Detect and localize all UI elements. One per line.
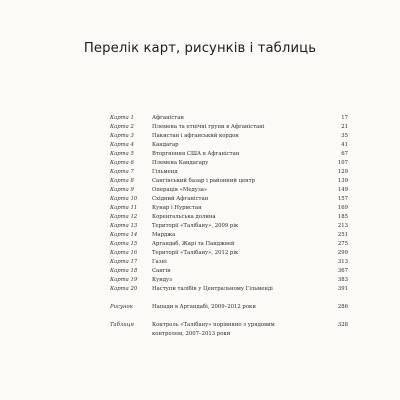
entry-title: Кундуз — [152, 277, 173, 283]
list-item — [110, 285, 348, 294]
page-number: 21 — [341, 124, 348, 130]
page-number: 286 — [337, 304, 348, 310]
entry-title: Пакистан і афганський кордон — [152, 133, 239, 139]
page-number: 213 — [337, 223, 348, 229]
page-number: 17 — [341, 115, 348, 121]
list-item — [110, 141, 348, 150]
page-number: 139 — [337, 178, 348, 184]
entry-title: Території «Талібану», 2009 рік — [152, 223, 239, 229]
entry-title: Марджа — [152, 232, 176, 238]
entry-title-line-1: Контроль «Талібану» порівняно з урядовим — [152, 322, 275, 328]
page-title: Перелік карт, рисунків і таблиць — [83, 41, 317, 56]
entry-label: Карта 14 — [110, 232, 138, 238]
page-number: 328 — [337, 322, 348, 328]
entry-title: Племена та етнічні групи в Афганістані — [152, 124, 265, 130]
entry-label: Карта 20 — [110, 286, 138, 292]
list-item — [110, 186, 348, 195]
page-number: 251 — [337, 232, 348, 238]
entry-label: Карта 13 — [110, 223, 138, 229]
entry-title: Газні — [152, 259, 167, 265]
figure-entry — [110, 303, 348, 312]
entry-label: Карта 16 — [110, 250, 138, 256]
page-number: 129 — [337, 169, 348, 175]
page-number: 299 — [337, 250, 348, 256]
entry-label: Карта 10 — [110, 196, 138, 202]
entry-title — [152, 321, 322, 339]
list-item — [110, 123, 348, 132]
page-number: 313 — [337, 259, 348, 265]
list-item — [110, 132, 348, 141]
entry-title: Вторгнення США в Афганістан — [152, 151, 240, 157]
entry-title: Території «Талібану», 2012 рік — [152, 250, 239, 256]
entry-title: Кунар і Нуристан — [152, 205, 202, 211]
list-item — [110, 231, 348, 240]
entry-label: Карта 4 — [110, 142, 134, 148]
entry-title: Гільменд — [152, 169, 178, 175]
entry-title: Коренгальська долина — [152, 214, 216, 220]
list-item — [110, 177, 348, 186]
page-number: 41 — [341, 142, 348, 148]
list-item — [110, 240, 348, 249]
entry-label: Карта 3 — [110, 133, 134, 139]
entry-label: Карта 9 — [110, 187, 134, 193]
entry-title: Афганістан — [152, 115, 184, 121]
page-number: 367 — [337, 268, 348, 274]
list-item — [110, 258, 348, 267]
entry-label: Карта 5 — [110, 151, 134, 157]
list-item — [110, 204, 348, 213]
entry-label: Карта 8 — [110, 178, 134, 184]
entry-label: Рисунок — [110, 304, 133, 310]
entry-title: Сангін — [152, 268, 171, 274]
page-number: 107 — [337, 160, 348, 166]
page-number: 67 — [341, 151, 348, 157]
entry-label: Карта 19 — [110, 277, 138, 283]
contents-list — [110, 114, 348, 339]
list-item — [110, 267, 348, 276]
list-item — [110, 276, 348, 285]
entry-label: Карта 18 — [110, 268, 138, 274]
entry-title: Наступи талібів у Центральному Гільменді — [152, 286, 273, 292]
entry-label: Карта 1 — [110, 115, 134, 121]
list-item — [110, 150, 348, 159]
entry-title: Кандагар — [152, 142, 179, 148]
list-item — [110, 213, 348, 222]
list-item — [110, 249, 348, 258]
page-number: 35 — [341, 133, 348, 139]
entry-label: Карта 6 — [110, 160, 134, 166]
page-number: 149 — [337, 187, 348, 193]
page-number: 383 — [337, 277, 348, 283]
page-number: 391 — [337, 286, 348, 292]
entry-label: Карта 2 — [110, 124, 134, 130]
list-item — [110, 195, 348, 204]
entry-title: Аргандаб, Жарі та Панджвей — [152, 241, 235, 247]
list-item — [110, 222, 348, 231]
entry-label: Карта 7 — [110, 169, 134, 175]
entry-label: Таблиця — [110, 322, 134, 328]
entry-label: Карта 12 — [110, 214, 138, 220]
table-entry — [110, 321, 348, 339]
entry-title: Східний Афганістан — [152, 196, 209, 202]
page-number: 275 — [337, 241, 348, 247]
entry-title: Племена Кандагару — [152, 160, 209, 166]
page-number: 157 — [337, 196, 348, 202]
page-number: 185 — [337, 214, 348, 220]
entry-title-line-2: контролем, 2007–2013 роки — [152, 331, 231, 337]
entry-label: Карта 17 — [110, 259, 138, 265]
entry-title: Сангінський базар і районний центр — [152, 178, 255, 184]
page-number: 169 — [337, 205, 348, 211]
entry-label: Карта 11 — [110, 205, 138, 211]
list-item — [110, 159, 348, 168]
list-item — [110, 114, 348, 123]
entry-label: Карта 15 — [110, 241, 138, 247]
list-item — [110, 168, 348, 177]
entry-title: Операція «Медуза» — [152, 187, 208, 193]
entry-title: Напади в Аргандабі, 2009–2012 роки — [152, 304, 256, 310]
